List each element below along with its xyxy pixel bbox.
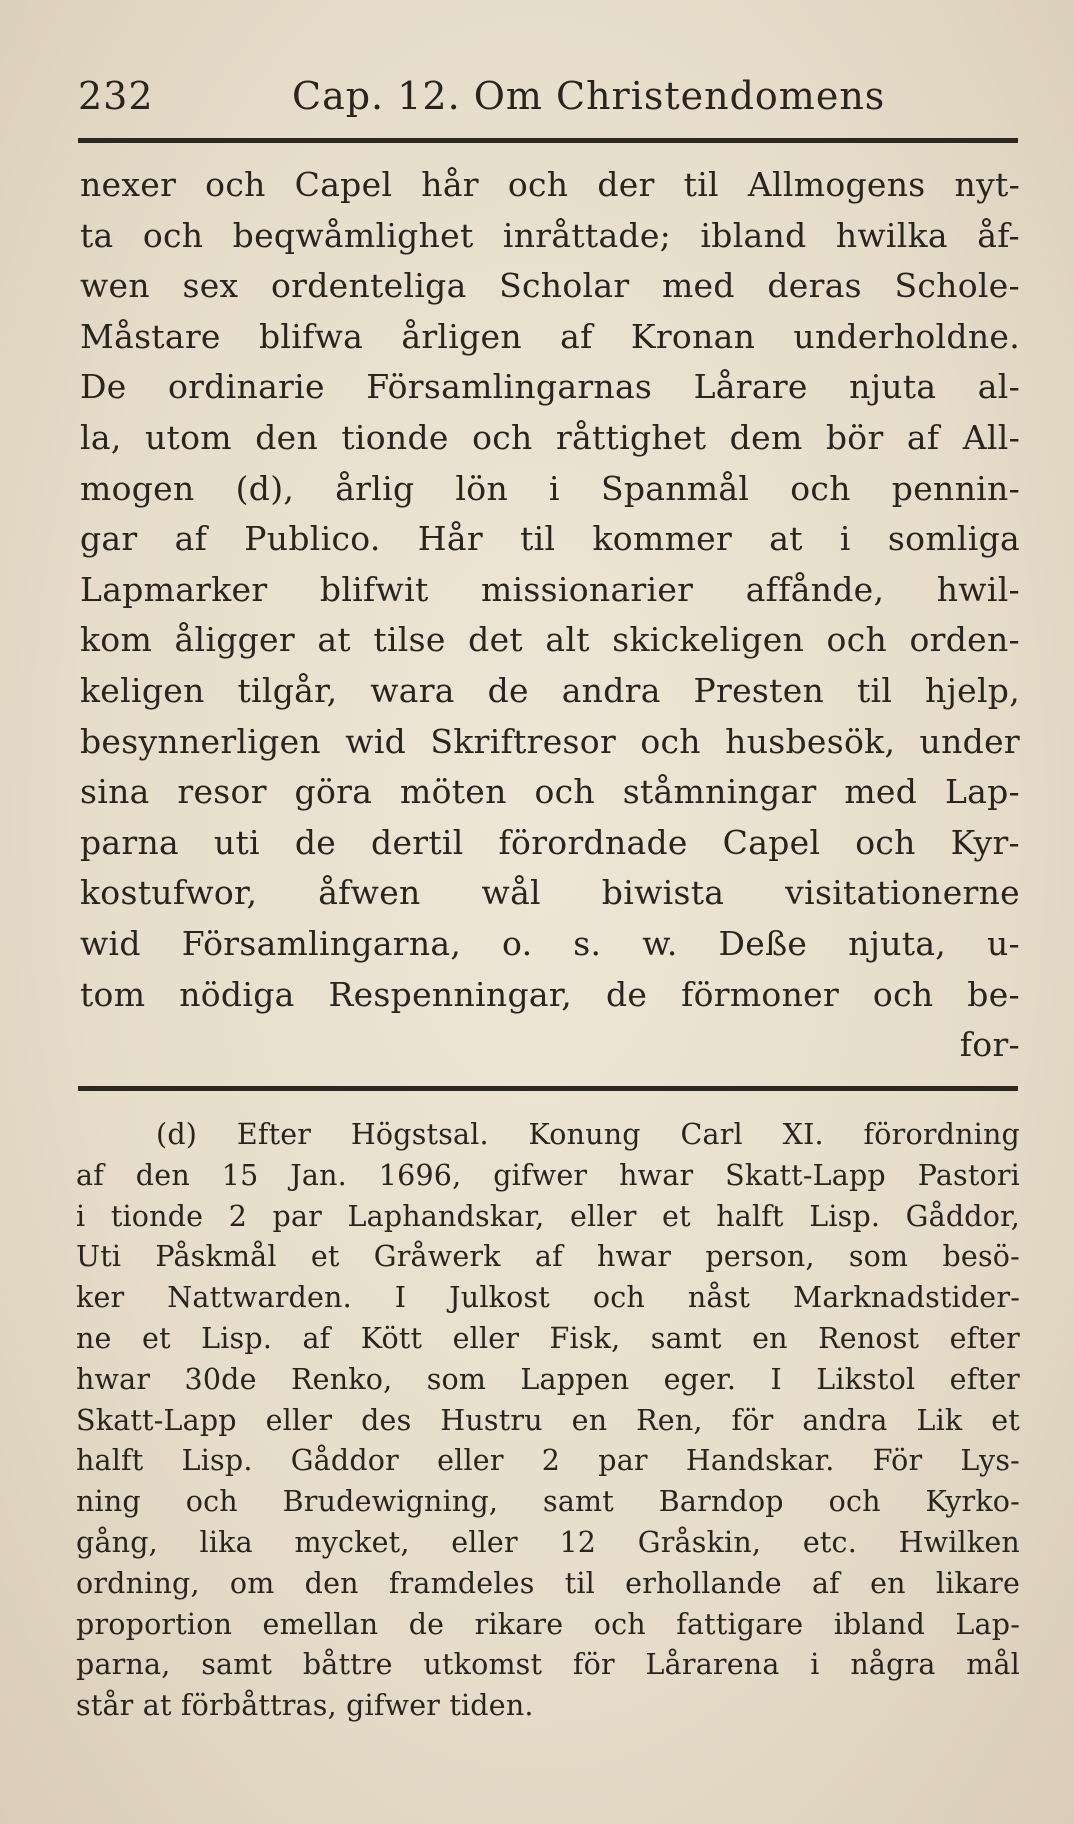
text-line: kom åligger at tilse det alt skickeligen och orden- [80, 620, 1020, 660]
footnote-line: hwar 30de Renko, som Lappen eger. I Likstol efter [76, 1362, 1020, 1396]
text-line: gar af Publico. Hår til kommer at i somliga [80, 519, 1021, 559]
footnote-line: ning och Brudewigning, samt Barndop och Kyrko- [76, 1485, 1020, 1519]
footnote-line: gång, lika mycket, eller 12 Gråskin, etc. Hwilken [76, 1525, 1020, 1559]
text-line: sina resor göra möten och ståmningar med Lap- [80, 772, 1021, 812]
main-text-block [80, 160, 1020, 1071]
text-line: nexer och Capel hår och der til Allmogens nyt- [80, 165, 1021, 204]
footnote-line: (d) Efter Högstsal. Konung Carl XI. förordning [156, 1118, 1020, 1151]
text-line: mogen (d), årlig lön i Spanmål och pennin- [80, 468, 1021, 508]
footnote-line: af den 15 Jan. 1696, gifwer hwar Skatt-Lapp Pastori [76, 1158, 1020, 1192]
text-line: wid Församlingarna, o. s. w. Deße njuta, u- [80, 923, 1020, 963]
footnote-line: parna, samt båttre utkomst för Lårarena i några mål [76, 1648, 1020, 1682]
text-line: wen sex ordenteliga Scholar med deras Schole- [80, 266, 1020, 306]
footnote-block [76, 1115, 1020, 1727]
footnote-line: i tionde 2 par Laphandskar, eller et halft Lisp. Gåddor, [76, 1199, 1021, 1233]
footnote-line: ordning, om den framdeles til erhollande af en likare [76, 1566, 1021, 1600]
text-line: ta och beqwåmlighet inråttade; ibland hwilka åf- [80, 215, 1020, 255]
footnote-line: proportion emellan de rikare och fattigare ibland Lap- [76, 1607, 1021, 1641]
footnote-line: står at förbåttras, gifwer tiden. [76, 1689, 534, 1723]
footnote-rule [78, 1086, 1018, 1091]
text-line: Lapmarker blifwit missionarier affånde, hwil- [80, 569, 1020, 609]
text-line: la, utom den tionde och råttighet dem bör af All- [80, 417, 1021, 457]
page-header [78, 70, 1018, 124]
running-title: Cap. 12. Om Christendomens [292, 74, 886, 118]
catchword: for- [959, 1025, 1020, 1065]
text-line: parna uti de dertil förordnade Capel och Kyr- [80, 822, 1020, 862]
footnote-line: ne et Lisp. af Kött eller Fisk, samt en Renost efter [76, 1321, 1020, 1355]
footnote-line: Uti Påskmål et Gråwerk af hwar person, som besö- [76, 1240, 1020, 1274]
text-line: keligen tilgår, wara de andra Presten til hjelp, [80, 670, 1021, 710]
footnote-line: Skatt-Lapp eller des Hustru en Ren, för andra Lik et [76, 1403, 1020, 1437]
footnote-line: ker Nattwarden. I Julkost och nåst Marknadstider- [76, 1281, 1021, 1315]
footnote-line: halft Lisp. Gåddor eller 2 par Handskar. För Lys- [76, 1444, 1021, 1478]
text-line: tom nödiga Respenningar, de förmoner och be- [80, 974, 1020, 1014]
text-line: kostufwor, åfwen wål biwista visitationerne [80, 873, 1021, 913]
header-rule [78, 138, 1018, 143]
page-number: 232 [78, 74, 154, 118]
text-line: Måstare blifwa årligen af Kronan underholdne. [80, 316, 1020, 356]
text-line: De ordinarie Församlingarnas Lårare njuta al- [80, 367, 1021, 407]
text-line: besynnerligen wid Skriftresor och husbesök, under [80, 721, 1020, 761]
